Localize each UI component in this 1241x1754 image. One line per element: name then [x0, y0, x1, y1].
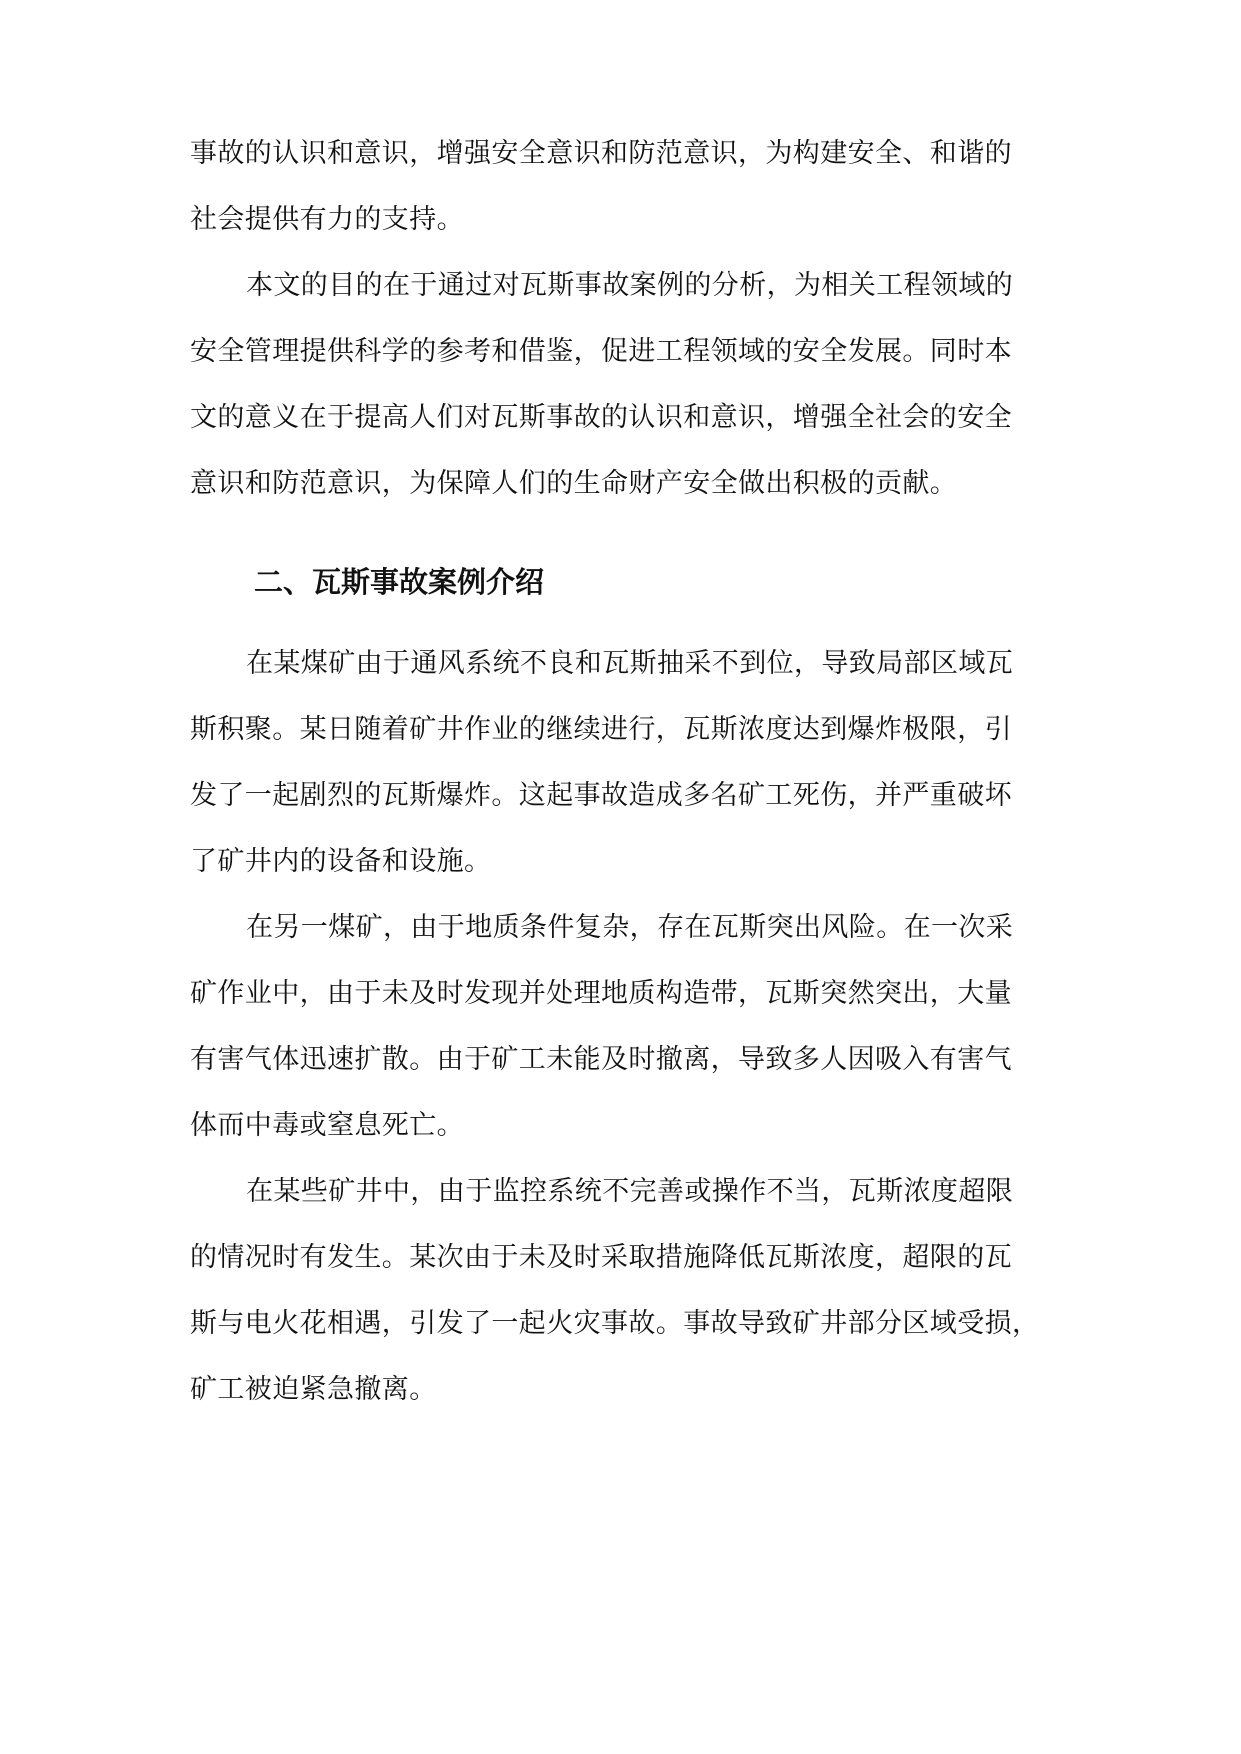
text-line: 斯与电火花相遇，引发了一起火灾事故。事故导致矿井部分区域受损，: [190, 1308, 1040, 1339]
text-line: 社会提供有力的支持。: [190, 204, 464, 235]
paragraph-start-line: 本文的目的在于通过对瓦斯事故案例的分析，为相关工程领域的: [246, 270, 1014, 301]
text-line: 了矿井内的设备和设施。: [190, 846, 492, 877]
text-line: 有害气体迅速扩散。由于矿工未能及时撤离，导致多人因吸入有害气: [190, 1044, 1012, 1075]
text-line: 文的意义在于提高人们对瓦斯事故的认识和意识，增强全社会的安全: [190, 402, 1012, 433]
section-heading: 二、瓦斯事故案例介绍: [254, 565, 545, 599]
text-line: 斯积聚。某日随着矿井作业的继续进行，瓦斯浓度达到爆炸极限，引: [190, 714, 1012, 745]
text-line: 矿工被迫紧急撤离。: [190, 1374, 437, 1405]
text-line: 安全管理提供科学的参考和借鉴，促进工程领域的安全发展。同时本: [190, 336, 1012, 367]
paragraph-start-line: 在某些矿井中，由于监控系统不完善或操作不当，瓦斯浓度超限: [246, 1176, 1014, 1207]
text-line: 矿作业中，由于未及时发现并处理地质构造带，瓦斯突然突出，大量: [190, 978, 1012, 1009]
text-line: 的情况时有发生。某次由于未及时采取措施降低瓦斯浓度，超限的瓦: [190, 1242, 1012, 1273]
text-line: 事故的认识和意识，增强安全意识和防范意识，为构建安全、和谐的: [190, 138, 1012, 169]
paragraph-start-line: 在另一煤矿，由于地质条件复杂，存在瓦斯突出风险。在一次采: [246, 912, 1014, 943]
text-line: 体而中毒或窒息死亡。: [190, 1110, 464, 1141]
paragraph-start-line: 在某煤矿由于通风系统不良和瓦斯抽采不到位，导致局部区域瓦: [246, 648, 1014, 679]
text-line: 意识和防范意识，为保障人们的生命财产安全做出积极的贡献。: [190, 468, 958, 499]
text-line: 发了一起剧烈的瓦斯爆炸。这起事故造成多名矿工死伤，并严重破坏: [190, 780, 1012, 811]
